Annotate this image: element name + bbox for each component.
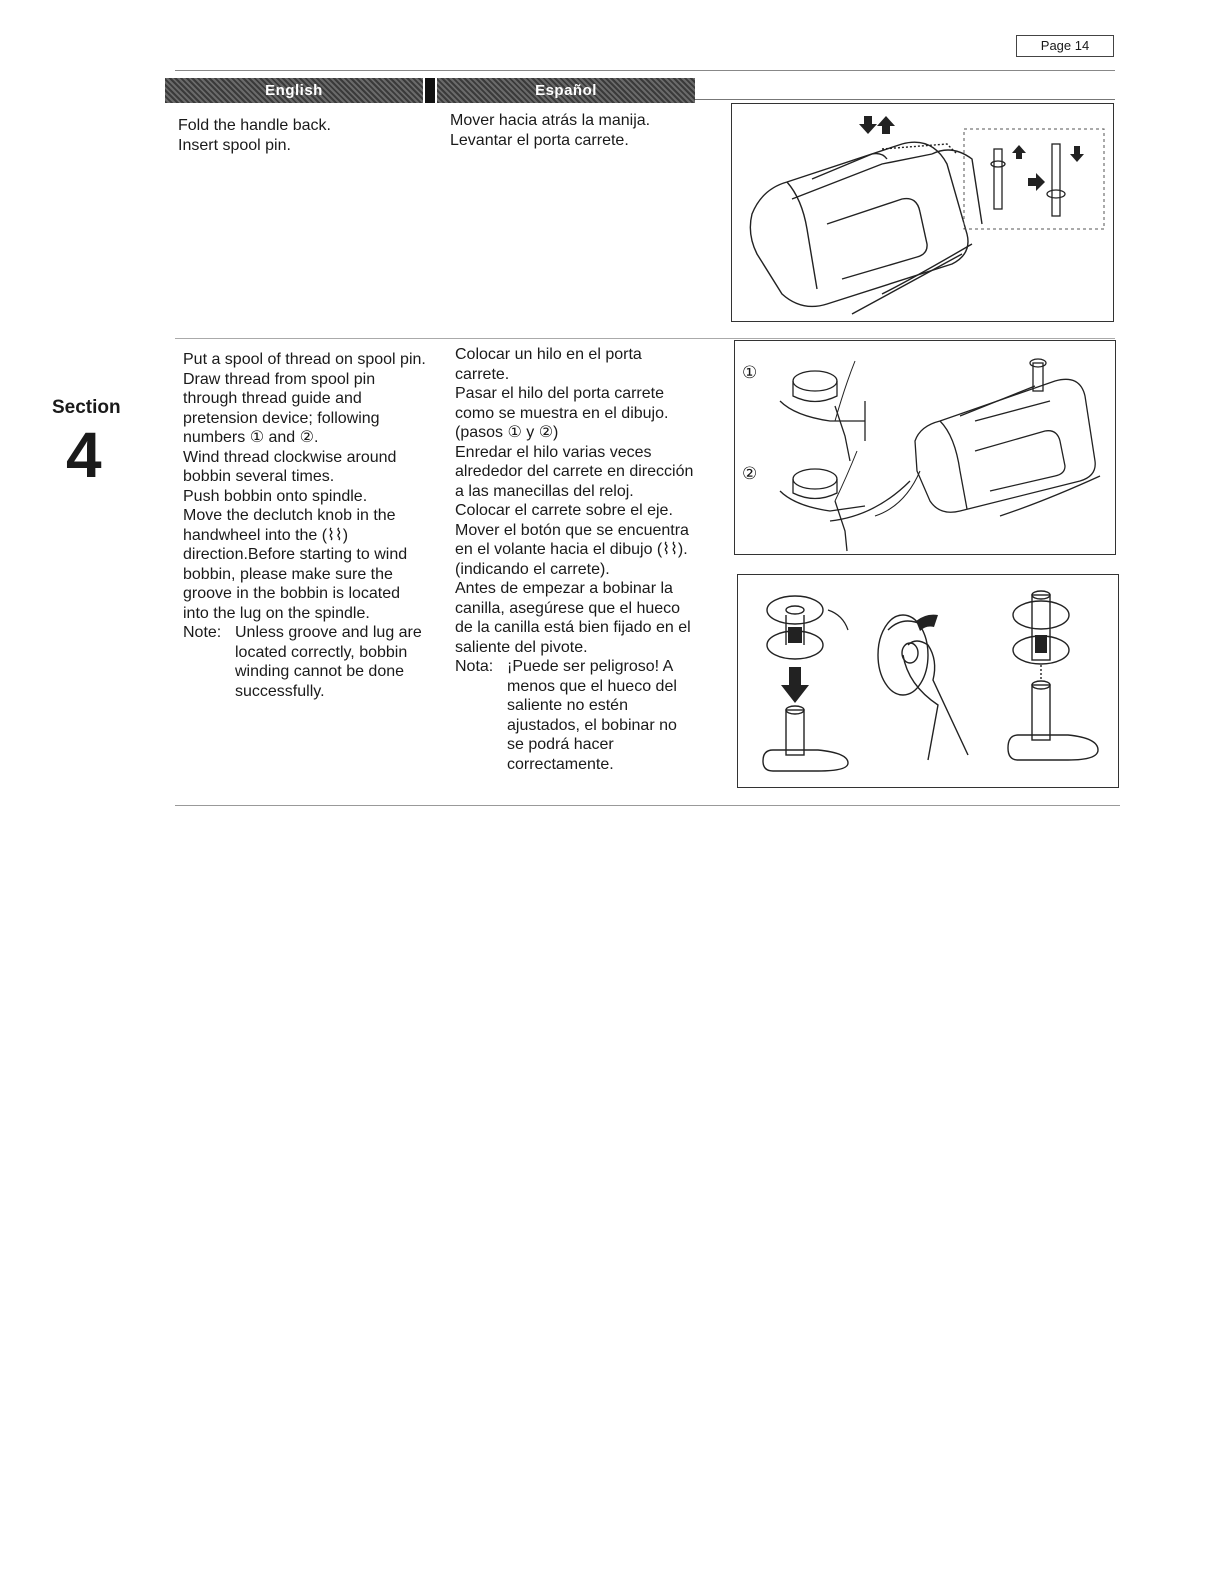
machine-top-illustration — [915, 359, 1100, 516]
separator-2 — [175, 805, 1120, 806]
step-marker-2: ② — [742, 464, 758, 483]
spool-illustration-step2 — [780, 451, 910, 551]
arrow-down-icon — [781, 667, 809, 703]
page-number-box: Page 14 — [1016, 35, 1114, 57]
paragraph: Pasar el hilo del porta carrete como se muestra en el dibujo. (pasos ① y ②) — [455, 385, 669, 441]
gap — [734, 563, 1114, 564]
paragraph: Move the declutch knob in the handwheel into the (⌇⌇) direction.Before starting to wind bobbin, please make sure the groove in the bobbin is located into the lug on the spindle. — [183, 507, 408, 622]
arrow-rotate-icon — [916, 615, 938, 631]
spool-illustration-step1 — [780, 361, 865, 461]
section-number: 4 — [66, 419, 102, 491]
note-text: Unless groove and lug are located correctly, bobbin winding cannot be done successfully. — [235, 624, 422, 700]
paragraph: Put a spool of thread on spool pin. — [183, 351, 426, 368]
header-rule — [695, 99, 1115, 100]
spindle-right-illustration — [1008, 665, 1098, 760]
figure-bobbin-winding — [737, 574, 1119, 788]
spool-pin-down-illustration — [991, 149, 1005, 209]
arrow-right-icon — [1028, 173, 1045, 191]
spindle-left-illustration — [763, 706, 848, 771]
header-english-label: English — [265, 82, 323, 99]
arrow-down-icon — [1070, 146, 1084, 162]
block2-english — [183, 350, 428, 701]
paragraph: Draw thread from spool pin through thread guide and pretension device; following numbers ① and ②. — [183, 370, 380, 446]
note-row — [183, 623, 428, 701]
block2-spanish — [455, 345, 697, 774]
nota-label: Nota: — [455, 658, 494, 675]
paragraph: Enredar el hilo varias veces alrededor del carrete en dirección a las manecillas del reloj. — [455, 443, 694, 500]
paragraph: Insert spool pin. — [178, 136, 291, 154]
paragraph: Wind thread clockwise around bobbin several times. — [183, 448, 397, 485]
arrow-up-icon — [877, 116, 895, 134]
paragraph: Levantar el porta carrete. — [450, 131, 629, 149]
paragraph: Antes de empezar a bobinar la canilla, asegúrese que el hueco de la canilla está bien fijado en el saliente del pivote. — [455, 580, 691, 656]
spool-pin-up-illustration — [1047, 144, 1065, 216]
threading-illustration — [735, 341, 1115, 554]
paragraph: Colocar el carrete sobre el eje. — [455, 502, 673, 519]
separator-1 — [175, 338, 1115, 339]
note-label: Note: — [183, 624, 222, 641]
top-rule — [175, 70, 1115, 71]
thread-path — [875, 471, 920, 516]
bobbin-left-illustration — [767, 596, 848, 659]
arrow-down-icon — [859, 116, 877, 134]
header-spanish — [437, 78, 695, 103]
nota-text: ¡Puede ser peligroso! A menos que el hueco del saliente no estén ajustados, el bobinar no se podrá hacer correctamente. — [507, 658, 677, 773]
arrow-up-icon — [1012, 145, 1026, 159]
bobbin-right-illustration — [1013, 591, 1069, 664]
paragraph: Colocar un hilo en el porta carrete. — [455, 346, 642, 383]
paragraph: Mover hacia atrás la manija. — [450, 112, 651, 129]
paragraph: Push bobbin onto spindle. — [183, 487, 368, 505]
machine-handle-illustration — [732, 104, 1113, 321]
figure-threading — [734, 340, 1116, 555]
step-marker-1: ① — [742, 363, 758, 382]
nota-row — [455, 657, 697, 774]
bobbin-illustration — [738, 575, 1118, 787]
paragraph: Fold the handle back. — [178, 117, 331, 134]
header-english — [165, 78, 423, 103]
paragraph: Mover el botón que se encuentra en el volante hacia el dibujo (⌇⌇).(indicando el carrete). — [455, 521, 689, 578]
block1-english — [178, 116, 428, 155]
block1-spanish — [450, 111, 710, 150]
header-divider — [425, 78, 435, 103]
header-spanish-label: Español — [535, 82, 597, 99]
figure-fold-handle — [731, 103, 1114, 322]
section-label: Section — [52, 397, 121, 418]
hand-turning-knob-illustration — [878, 615, 968, 760]
